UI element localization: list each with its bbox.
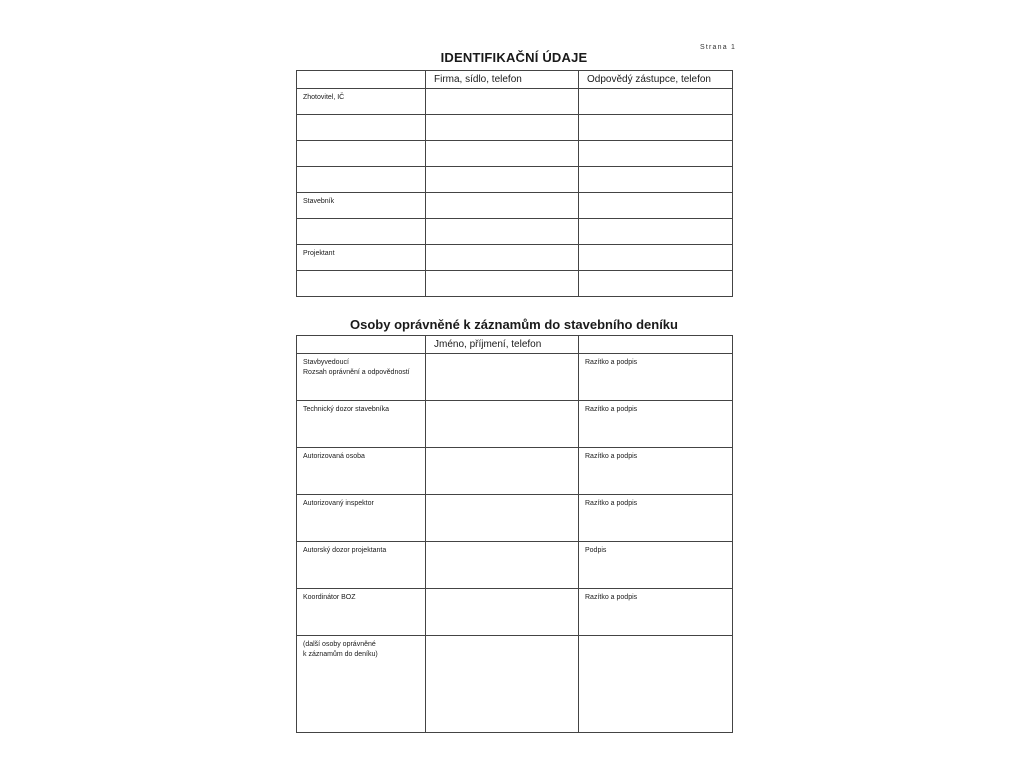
table-row — [297, 542, 733, 589]
row-label-cell: Autorizovaný inspektor — [297, 495, 426, 542]
table-row — [297, 495, 733, 542]
stamp-signature-field[interactable]: Podpis — [579, 542, 733, 589]
name-field[interactable] — [426, 589, 579, 636]
section-title-identification: IDENTIFIKAČNÍ ÚDAJE — [440, 50, 588, 65]
name-field[interactable] — [426, 636, 579, 733]
row-label-cell: Koordinátor BOZ — [297, 589, 426, 636]
name-field[interactable] — [426, 495, 579, 542]
table-row — [297, 167, 733, 193]
representative-field[interactable] — [579, 219, 733, 245]
company-field[interactable] — [426, 167, 579, 193]
row-label-cell: Stavbyvedoucí Rozsah oprávnění a odpovědností — [297, 354, 426, 401]
stamp-signature-field[interactable]: Razítko a podpis — [579, 354, 733, 401]
table-row — [297, 636, 733, 733]
representative-field[interactable] — [579, 245, 733, 271]
stamp-signature-field[interactable] — [579, 636, 733, 733]
table-row — [297, 401, 733, 448]
name-field[interactable] — [426, 448, 579, 495]
table-row — [297, 219, 733, 245]
stamp-signature-field[interactable]: Razítko a podpis — [579, 589, 733, 636]
representative-field[interactable] — [579, 271, 733, 297]
name-field[interactable] — [426, 401, 579, 448]
representative-field[interactable] — [579, 115, 733, 141]
stamp-signature-field[interactable]: Razítko a podpis — [579, 495, 733, 542]
name-field[interactable] — [426, 354, 579, 401]
row-label-cell: Zhotovitel, IČ — [297, 89, 426, 115]
authorized-persons-table — [296, 335, 733, 733]
table-header-row — [297, 71, 733, 89]
representative-field[interactable] — [579, 167, 733, 193]
table-row — [297, 193, 733, 219]
company-field[interactable] — [426, 271, 579, 297]
table-row — [297, 448, 733, 495]
representative-field[interactable] — [579, 193, 733, 219]
stamp-signature-field[interactable]: Razítko a podpis — [579, 401, 733, 448]
row-label-cell — [297, 271, 426, 297]
representative-field[interactable] — [579, 141, 733, 167]
company-field[interactable] — [426, 115, 579, 141]
header-cell-name: Jméno, příjmení, telefon — [426, 336, 579, 354]
identification-table — [296, 70, 733, 297]
row-label-cell: Technický dozor stavebníka — [297, 401, 426, 448]
row-label-cell — [297, 141, 426, 167]
company-field[interactable] — [426, 193, 579, 219]
row-label-cell: Projektant — [297, 245, 426, 271]
header-cell-stamp — [579, 336, 733, 354]
name-field[interactable] — [426, 542, 579, 589]
table-row — [297, 115, 733, 141]
representative-field[interactable] — [579, 89, 733, 115]
table-row — [297, 589, 733, 636]
company-field[interactable] — [426, 219, 579, 245]
row-label-cell — [297, 167, 426, 193]
company-field[interactable] — [426, 245, 579, 271]
page-number: Strana 1 — [700, 44, 737, 51]
table-row — [297, 141, 733, 167]
header-cell-company: Firma, sídlo, telefon — [426, 71, 579, 89]
header-cell — [297, 336, 426, 354]
table-row — [297, 89, 733, 115]
row-label-cell — [297, 219, 426, 245]
row-label-cell: Stavebník — [297, 193, 426, 219]
company-field[interactable] — [426, 141, 579, 167]
table-header-row — [297, 336, 733, 354]
row-label-cell: (další osoby oprávněné k záznamům do deníku) — [297, 636, 426, 733]
section-title-authorized-persons: Osoby oprávněné k záznamům do stavebního deníku — [350, 317, 678, 332]
table-row — [297, 245, 733, 271]
row-label-cell — [297, 115, 426, 141]
company-field[interactable] — [426, 89, 579, 115]
row-label-cell: Autorský dozor projektanta — [297, 542, 426, 589]
row-label-cell: Autorizovaná osoba — [297, 448, 426, 495]
table-row — [297, 354, 733, 401]
header-cell-representative: Odpovědý zástupce, telefon — [579, 71, 733, 89]
header-cell — [297, 71, 426, 89]
stamp-signature-field[interactable]: Razítko a podpis — [579, 448, 733, 495]
table-row — [297, 271, 733, 297]
